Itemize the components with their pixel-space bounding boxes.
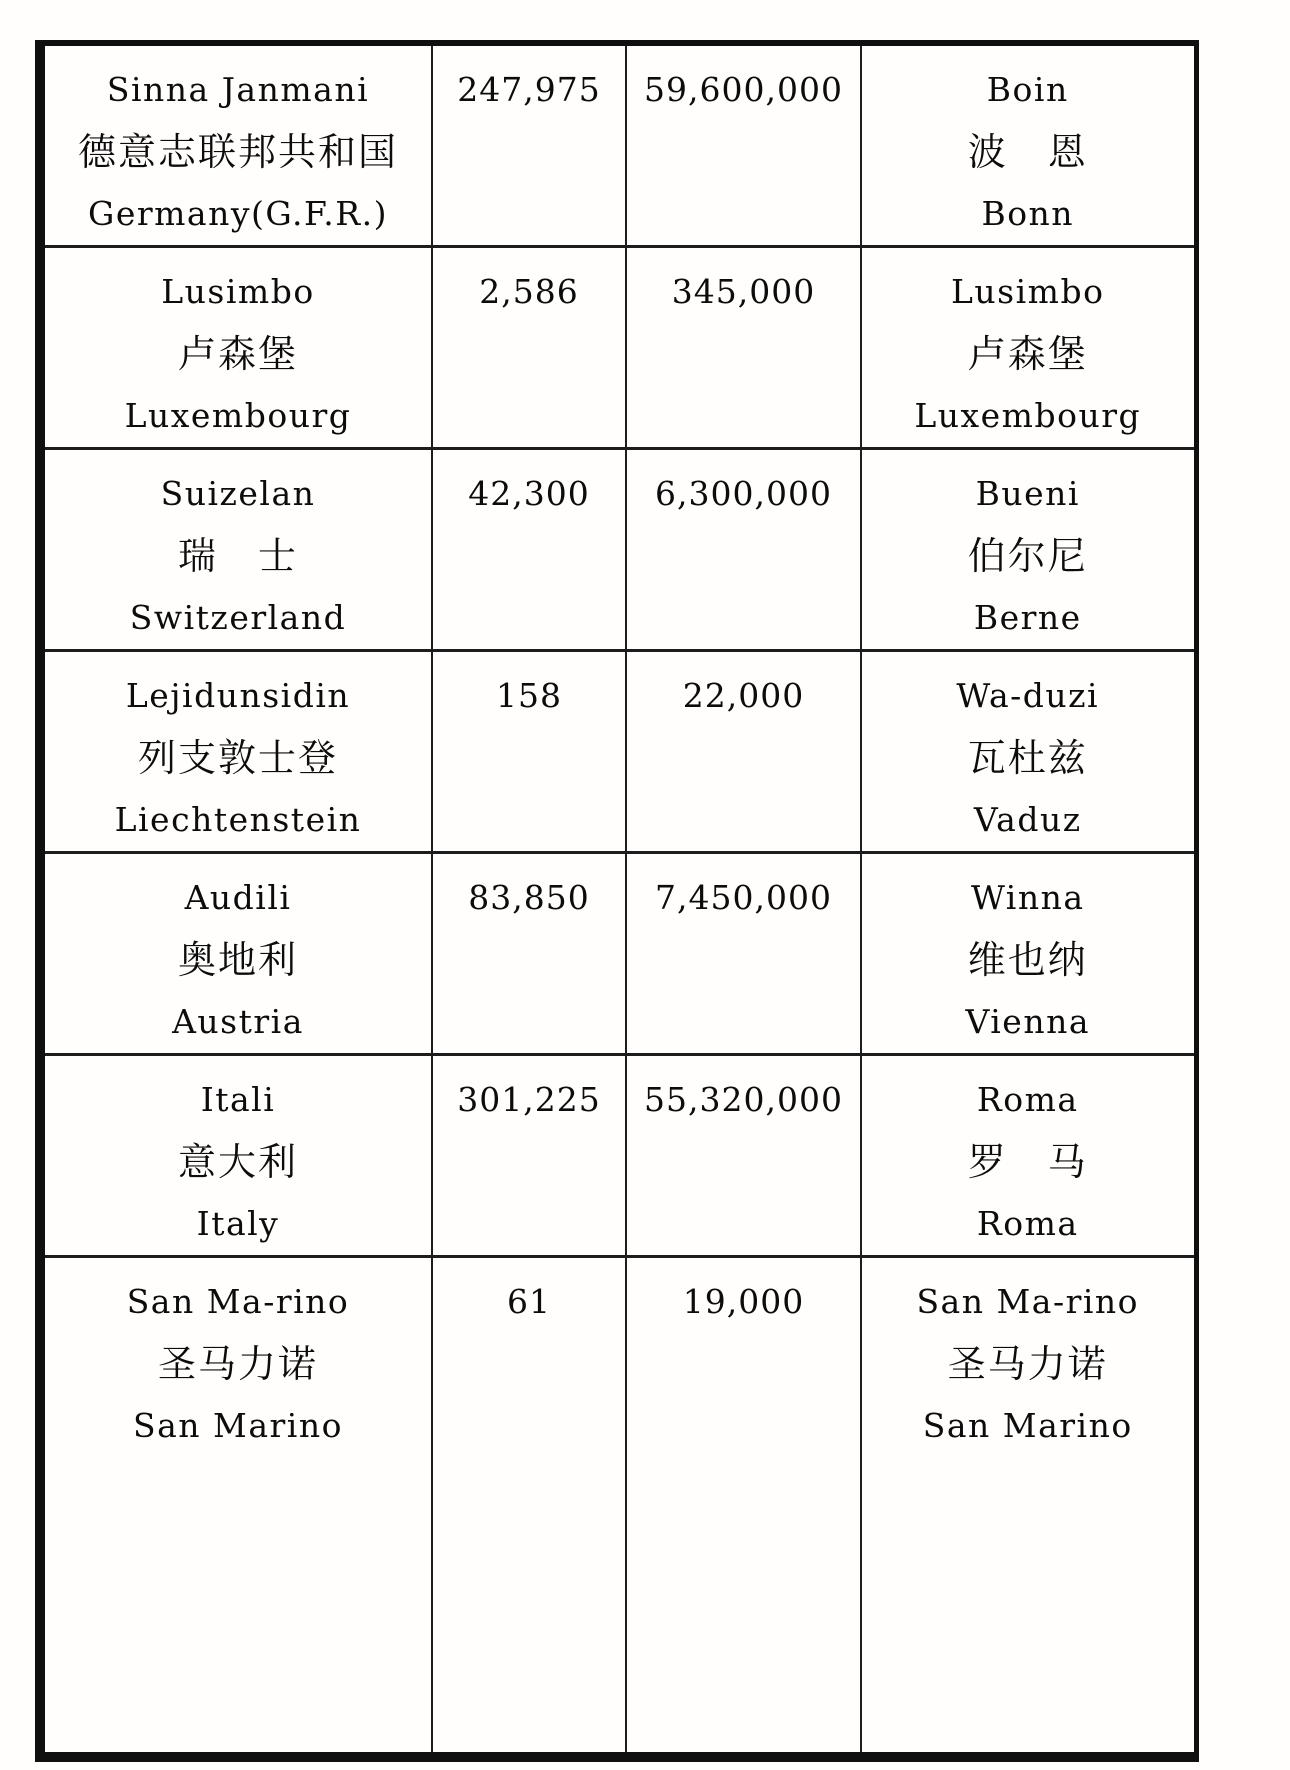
population-cell <box>626 43 861 247</box>
area-value: 2,586 <box>479 272 579 311</box>
capital-name-english: Bonn <box>981 194 1075 233</box>
capital-name-roman: Lusimbo <box>951 272 1105 311</box>
capital-cell <box>861 651 1196 853</box>
area-cell <box>432 1257 626 1757</box>
country-name-chinese: 圣马力诺 <box>157 1342 318 1386</box>
country-name-english: San Marino <box>133 1406 343 1445</box>
capital-name-chinese: 维也纳 <box>967 938 1088 982</box>
country-table <box>35 40 1199 1762</box>
area-value: 158 <box>496 676 562 715</box>
capital-name-english: Luxembourg <box>914 396 1142 435</box>
population-value: 55,320,000 <box>644 1080 843 1119</box>
capital-cell <box>861 1055 1196 1257</box>
table-row <box>40 43 1196 247</box>
table-row <box>40 853 1196 1055</box>
area-value: 83,850 <box>468 878 590 917</box>
population-cell <box>626 1257 861 1757</box>
country-name-chinese: 列支敦士登 <box>137 736 338 780</box>
capital-name-chinese: 瓦杜兹 <box>967 736 1088 780</box>
capital-name-chinese: 波 恩 <box>967 130 1088 174</box>
capital-name-english: San Marino <box>922 1406 1133 1445</box>
country-name-roman: Lusimbo <box>161 272 315 311</box>
country-cell <box>40 1257 432 1757</box>
capital-name-roman: Boin <box>986 70 1069 109</box>
capital-name-english: Berne <box>973 598 1082 637</box>
country-name-english: Luxembourg <box>124 396 352 435</box>
area-cell <box>432 449 626 651</box>
capital-name-english: Vaduz <box>973 800 1082 839</box>
capital-cell <box>861 853 1196 1055</box>
country-cell <box>40 1055 432 1257</box>
capital-name-roman: Bueni <box>975 474 1080 513</box>
country-name-roman: Lejidunsidin <box>125 676 351 715</box>
area-cell <box>432 43 626 247</box>
country-name-roman: Audili <box>184 878 292 917</box>
capital-name-roman: San Ma-rino <box>916 1282 1140 1321</box>
capital-name-chinese: 罗 马 <box>967 1140 1088 1184</box>
country-cell <box>40 651 432 853</box>
population-value: 7,450,000 <box>655 878 832 917</box>
population-cell <box>626 247 861 449</box>
area-cell <box>432 247 626 449</box>
country-name-chinese: 德意志联邦共和国 <box>77 130 398 174</box>
capital-name-roman: Winna <box>970 878 1085 917</box>
capital-name-chinese: 圣马力诺 <box>947 1342 1108 1386</box>
population-cell <box>626 853 861 1055</box>
country-name-english: Germany(G.F.R.) <box>87 194 389 233</box>
capital-name-roman: Wa-duzi <box>956 676 1100 715</box>
country-name-chinese: 意大利 <box>177 1140 298 1184</box>
population-value: 59,600,000 <box>644 70 843 109</box>
capital-cell <box>861 43 1196 247</box>
capital-cell <box>861 247 1196 449</box>
capital-name-chinese: 伯尔尼 <box>967 534 1088 578</box>
capital-name-english: Vienna <box>965 1002 1091 1041</box>
capital-name-chinese: 卢森堡 <box>967 332 1088 376</box>
area-value: 301,225 <box>457 1080 601 1119</box>
country-cell <box>40 449 432 651</box>
population-cell <box>626 1055 861 1257</box>
country-cell <box>40 43 432 247</box>
capital-cell <box>861 1257 1196 1757</box>
country-name-chinese: 奥地利 <box>177 938 298 982</box>
population-value: 22,000 <box>682 676 805 715</box>
area-value: 61 <box>507 1282 551 1321</box>
population-value: 345,000 <box>671 272 816 311</box>
country-name-roman: Itali <box>200 1080 276 1119</box>
country-name-roman: Suizelan <box>160 474 316 513</box>
table-row <box>40 449 1196 651</box>
population-cell <box>626 449 861 651</box>
country-name-english: Liechtenstein <box>114 800 362 839</box>
table-row <box>40 651 1196 853</box>
area-value: 42,300 <box>468 474 590 513</box>
capital-name-english: Roma <box>976 1204 1079 1243</box>
country-name-english: Switzerland <box>129 598 347 637</box>
country-cell <box>40 247 432 449</box>
country-name-chinese: 瑞 士 <box>177 534 298 578</box>
table-row <box>40 1055 1196 1257</box>
area-cell <box>432 651 626 853</box>
country-name-chinese: 卢森堡 <box>177 332 298 376</box>
country-name-roman: San Ma-rino <box>126 1282 350 1321</box>
table-row <box>40 247 1196 449</box>
country-name-roman: Sinna Janmani <box>106 70 370 109</box>
capital-name-roman: Roma <box>976 1080 1079 1119</box>
country-cell <box>40 853 432 1055</box>
country-name-english: Austria <box>172 1002 304 1041</box>
table-row <box>40 1257 1196 1757</box>
capital-cell <box>861 449 1196 651</box>
area-cell <box>432 853 626 1055</box>
population-value: 6,300,000 <box>655 474 832 513</box>
population-cell <box>626 651 861 853</box>
area-value: 247,975 <box>457 70 601 109</box>
population-value: 19,000 <box>682 1282 805 1321</box>
area-cell <box>432 1055 626 1257</box>
country-name-english: Italy <box>196 1204 280 1243</box>
